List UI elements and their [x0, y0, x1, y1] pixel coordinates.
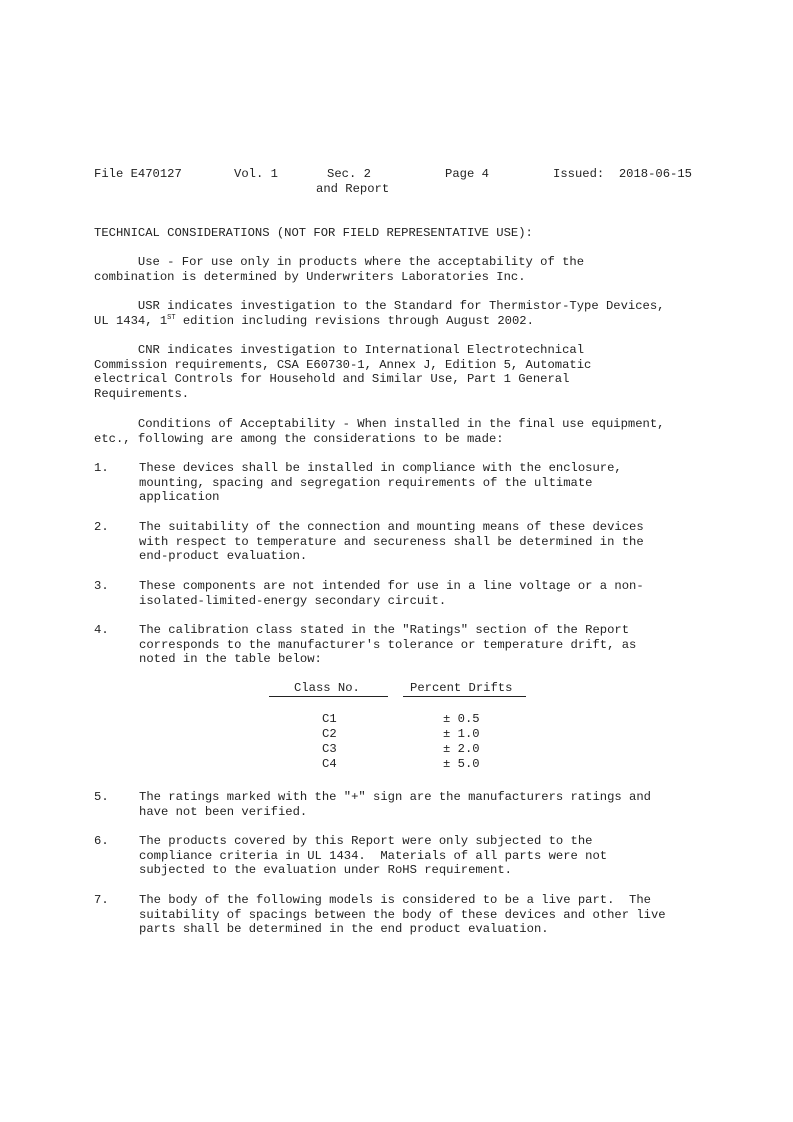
item-text — [139, 461, 719, 505]
table-header-class: Class No. — [294, 681, 360, 695]
item-text — [139, 520, 719, 564]
item-number: 7. — [94, 893, 109, 907]
item-number: 4. — [94, 623, 109, 637]
paragraph-line: combination is determined by Underwriters Laboratories Inc. — [94, 269, 526, 284]
item-text — [139, 893, 719, 937]
table-cell-drift: ± 2.0 — [443, 742, 480, 756]
item-number: 6. — [94, 834, 109, 848]
file-number: File E470127 — [94, 167, 182, 181]
item-text — [139, 834, 719, 878]
paragraph-conditions — [94, 417, 664, 446]
table-cell-drift: ± 5.0 — [443, 757, 480, 771]
page-number: Page 4 — [445, 167, 489, 181]
item-number: 3. — [94, 579, 109, 593]
item-line: corresponds to the manufacturer's tolerance or temperature drift, as — [139, 637, 637, 652]
item-number: 1. — [94, 461, 109, 475]
item-line: end-product evaluation. — [139, 549, 308, 564]
paragraph-line: electrical Controls for Household and Similar Use, Part 1 General — [94, 372, 570, 387]
paragraph-line: Conditions of Acceptability - When installed in the final use equipment, — [94, 417, 665, 431]
item-line: have not been verified. — [139, 804, 308, 819]
item-line: The ratings marked with the "+" sign are the manufacturers ratings and — [139, 790, 651, 804]
paragraph-line: Commission requirements, CSA E60730-1, Annex J, Edition 5, Automatic — [94, 357, 592, 372]
paragraph-line: USR indicates investigation to the Standard for Thermistor-Type Devices, — [94, 299, 665, 313]
item-line: The products covered by this Report were only subjected to the — [139, 834, 593, 848]
item-line: isolated-limited-energy secondary circuit. — [139, 593, 447, 608]
header-underline — [403, 696, 526, 697]
issued-date: Issued: 2018-06-15 — [553, 167, 692, 181]
text-fragment: edition including revisions through August 2002. — [175, 313, 534, 328]
item-line: with respect to temperature and secureness shall be determined in the — [139, 534, 644, 549]
table-header-drift: Percent Drifts — [410, 681, 513, 695]
item-line: The body of the following models is considered to be a live part. The — [139, 893, 651, 907]
item-line: The calibration class stated in the "Ratings" section of the Report — [139, 623, 630, 637]
paragraph-line — [94, 314, 664, 329]
item-number: 2. — [94, 520, 109, 534]
table-cell-class: C1 — [322, 712, 337, 726]
section-title: TECHNICAL CONSIDERATIONS (NOT FOR FIELD REPRESENTATIVE USE): — [94, 226, 533, 240]
paragraph-line: etc., following are among the considerations to be made: — [94, 431, 504, 446]
item-line: subjected to the evaluation under RoHS requirement. — [139, 863, 512, 878]
volume: Vol. 1 — [234, 167, 278, 181]
paragraph-line: CNR indicates investigation to International Electrotechnical — [94, 343, 585, 357]
text-fragment: UL 1434, 1 — [94, 313, 168, 328]
item-text — [139, 623, 719, 667]
item-number: 5. — [94, 790, 109, 804]
table-cell-drift: ± 1.0 — [443, 727, 480, 741]
item-line: compliance criteria in UL 1434. Materials of all parts were not — [139, 848, 608, 863]
item-text — [139, 579, 719, 608]
superscript: ST — [167, 313, 176, 322]
item-line: parts shall be determined in the end product evaluation. — [139, 922, 549, 937]
item-line: These devices shall be installed in compliance with the enclosure, — [139, 461, 622, 475]
table-cell-drift: ± 0.5 — [443, 712, 480, 726]
header-underline — [269, 696, 388, 697]
paragraph-cnr — [94, 343, 591, 401]
paragraph-line: Requirements. — [94, 386, 190, 401]
item-line: The suitability of the connection and mounting means of these devices — [139, 520, 644, 534]
item-line: suitability of spacings between the body of these devices and other live — [139, 907, 666, 922]
item-text — [139, 790, 719, 819]
paragraph-usr — [94, 299, 664, 328]
paragraph-use — [94, 255, 584, 284]
table-cell-class: C4 — [322, 757, 337, 771]
item-line: These components are not intended for use in a line voltage or a non- — [139, 579, 644, 593]
section-subtitle: and Report — [316, 182, 390, 196]
section: Sec. 2 — [327, 167, 371, 181]
table-cell-class: C2 — [322, 727, 337, 741]
table-cell-class: C3 — [322, 742, 337, 756]
item-line: mounting, spacing and segregation requirements of the ultimate — [139, 475, 593, 490]
item-line: noted in the table below: — [139, 652, 322, 667]
paragraph-line: Use - For use only in products where the acceptability of the — [94, 255, 585, 269]
item-line: application — [139, 490, 220, 505]
